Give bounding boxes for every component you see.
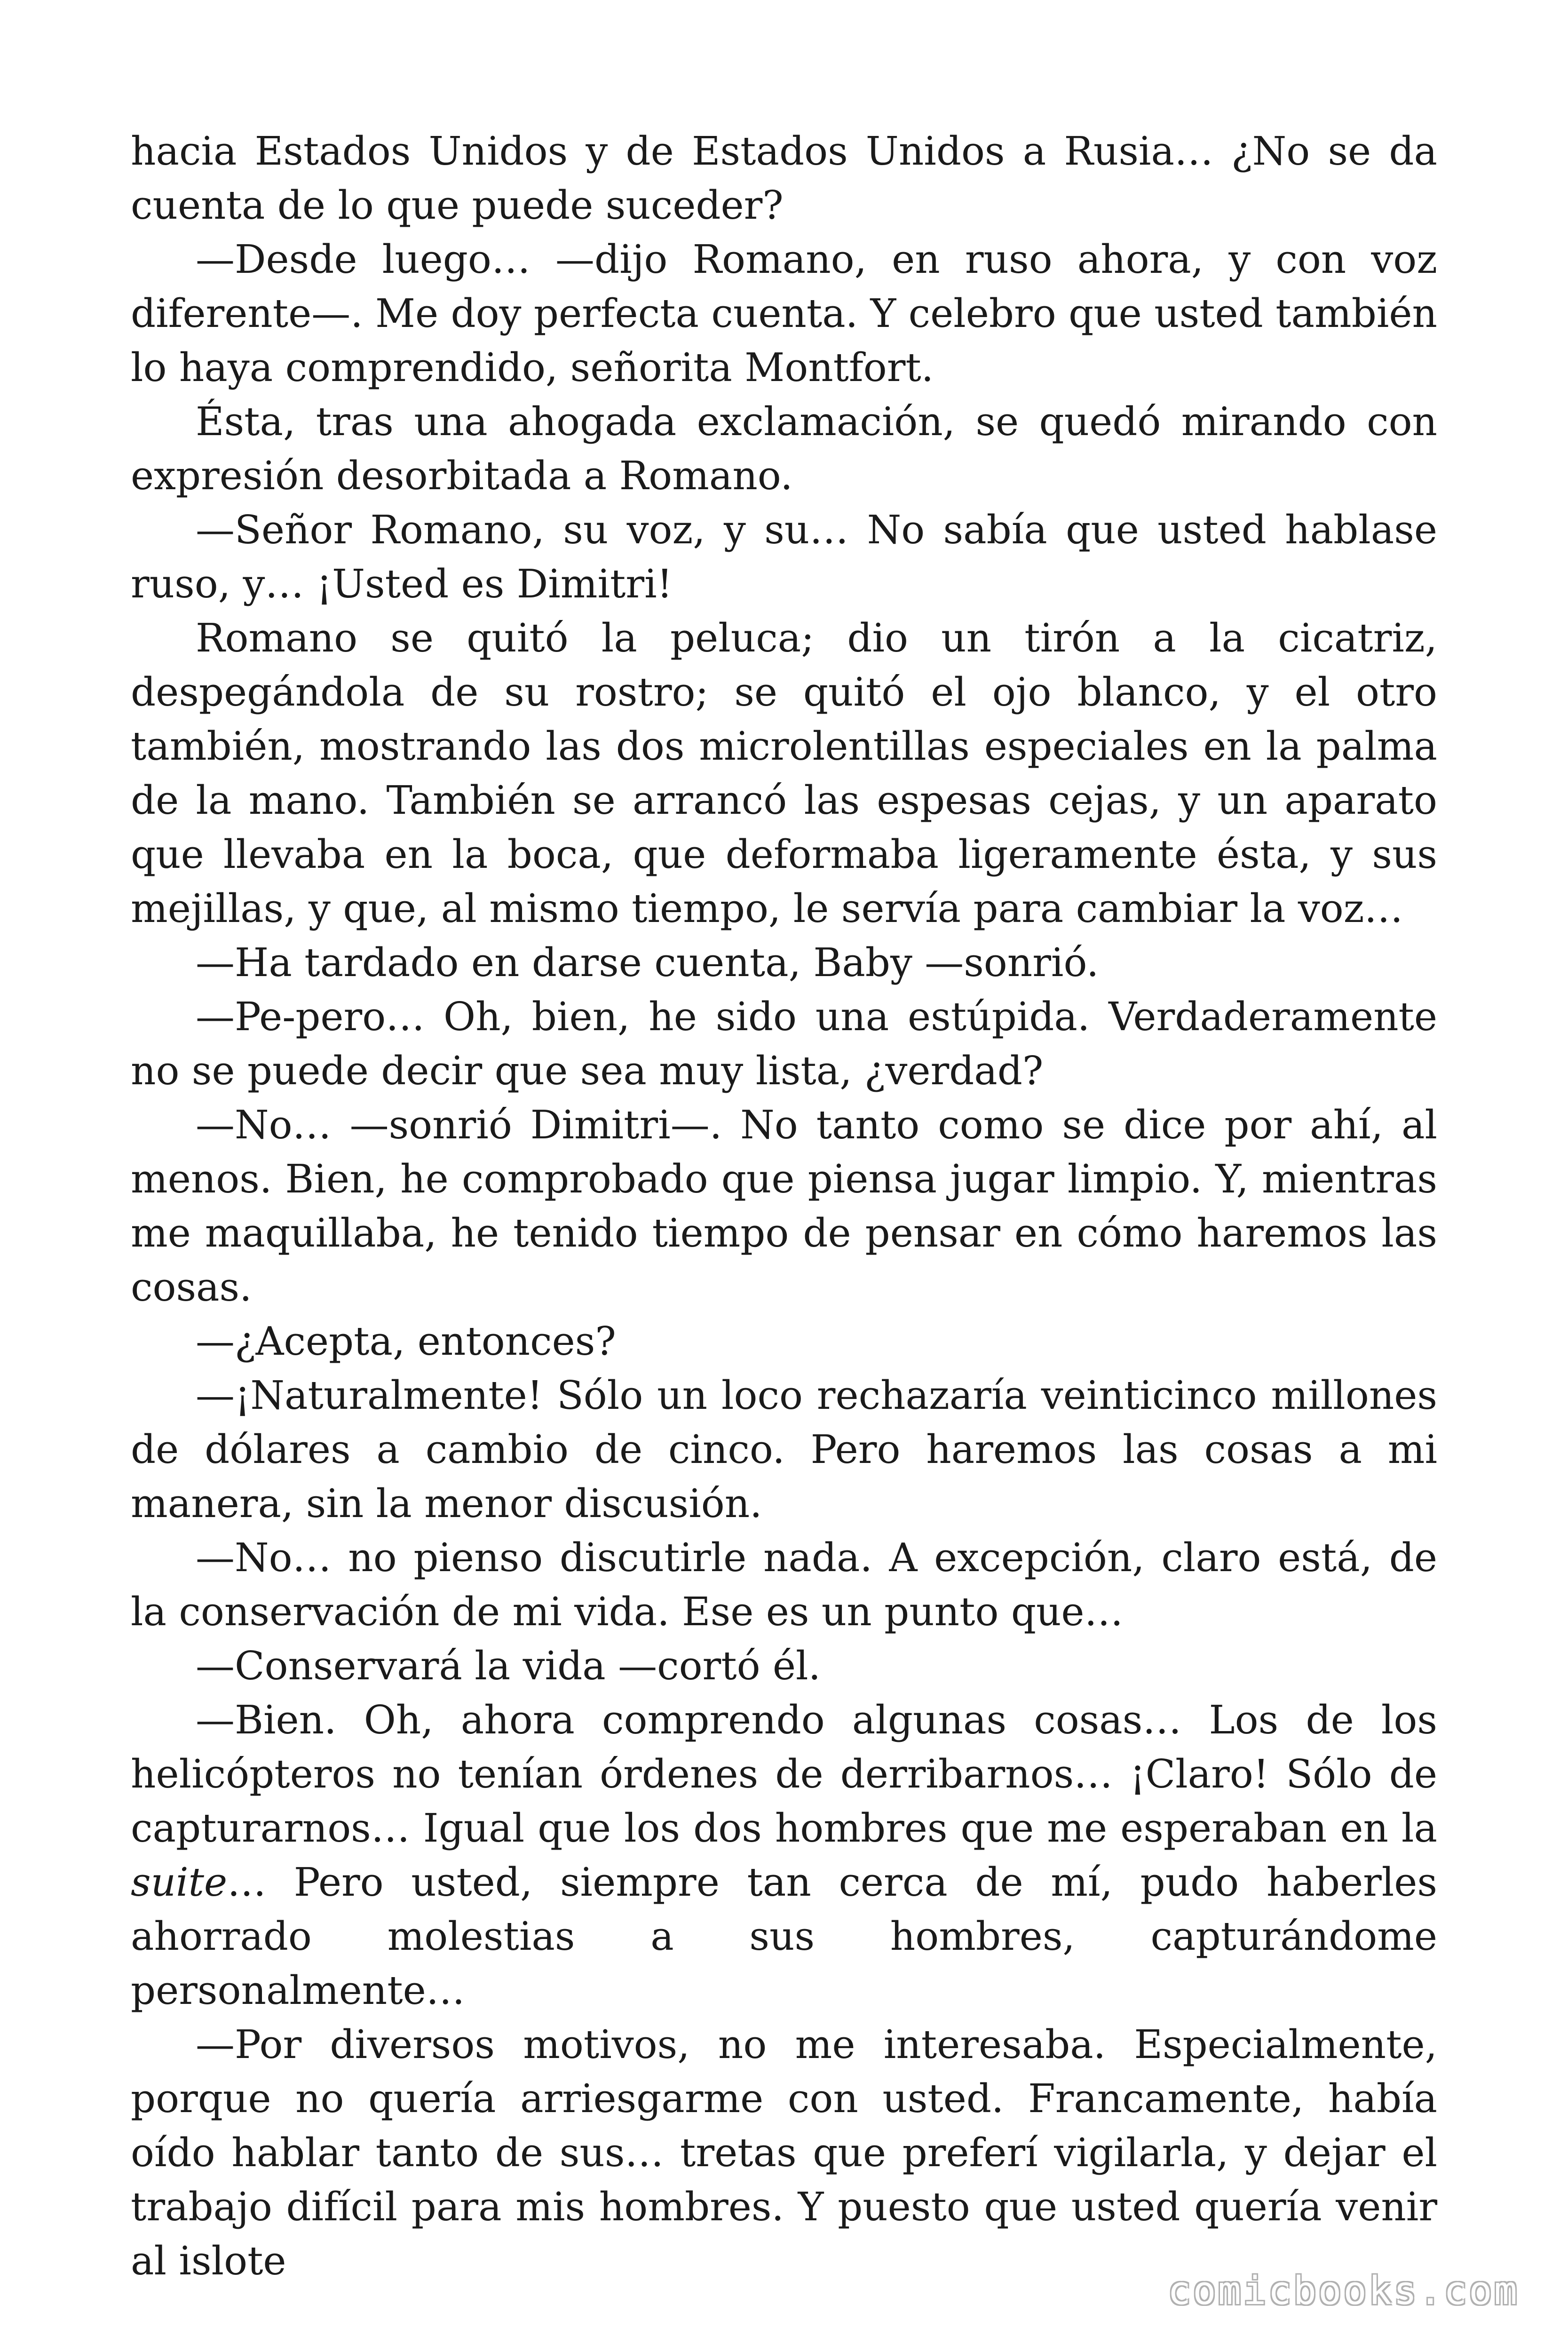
paragraph-text: —Bien. Oh, ahora comprendo algunas cosas… Los de los helicópteros no tenían órdenes de derribarnos… ¡Claro! Sólo de capturarnos… Igual que los dos hombres que me esperaban en la [131,1697,1437,1851]
paragraph-text: —Pe-pero… Oh, bien, he sido una estúpida. Verdaderamente no se puede decir que sea muy lista, ¿verdad? [131,994,1437,1094]
paragraph-text: —Por diversos motivos, no me interesaba. Especialmente, porque no quería arriesgarme con usted. Francamente, había oído hablar tanto de sus… tretas que preferí vigilarla, y dejar el trabajo difícil para mis hombres. Y puesto que usted quería venir al islote [131,2022,1437,2284]
paragraph [131,503,1437,611]
paragraph [131,1531,1437,1639]
paragraph-text: Ésta, tras una ahogada exclamación, se quedó mirando con expresión desorbitada a Romano. [131,399,1437,499]
paragraph [131,1639,1437,1693]
paragraph-text: —Ha tardado en darse cuenta, Baby —sonrió. [196,940,1099,985]
paragraph [131,936,1437,990]
paragraph-text: Romano se quitó la peluca; dio un tirón a la cicatriz, despegándola de su rostro; se quitó el ojo blanco, y el otro también, mostrando las dos microlentillas especiales en la palma de la mano. También se arrancó las espesas cejas, y un aparato que llevaba en la boca, que deformaba ligeramente ésta, y sus mejillas, y que, al mismo tiempo, le servía para cambiar la voz… [131,615,1437,931]
watermark-logo: comicbooks.com [1167,2269,1519,2313]
paragraph [131,1314,1437,1368]
paragraph [131,1098,1437,1314]
page-body-text [131,124,1437,2288]
paragraph-text: hacia Estados Unidos y de Estados Unidos a Rusia… ¿No se da cuenta de lo que puede suceder? [131,128,1437,228]
paragraph-text: —No… —sonrió Dimitri—. No tanto como se dice por ahí, al menos. Bien, he comprobado que piensa jugar limpio. Y, mientras me maquillaba, he tenido tiempo de pensar en cómo haremos las cosas. [131,1102,1437,1310]
paragraph [131,232,1437,395]
paragraph [131,1368,1437,1531]
paragraph-text: —Desde luego… —dijo Romano, en ruso ahora, y con voz diferente—. Me doy perfecta cuenta. Y celebro que usted también lo haya comprendido, señorita Montfort. [131,237,1437,390]
paragraph-text: —¿Acepta, entonces? [196,1319,616,1364]
paragraph-text: —¡Naturalmente! Sólo un loco rechazaría veinticinco millones de dólares a cambio de cinco. Pero haremos las cosas a mi manera, sin la menor discusión. [131,1373,1437,1526]
paragraph-text: … Pero usted, siempre tan cerca de mí, pudo haberles ahorrado molestias a sus hombres, capturándome personalmente… [131,1859,1437,2013]
paragraph [131,990,1437,1098]
paragraph-text: —Señor Romano, su voz, y su… No sabía que usted hablase ruso, y… ¡Usted es Dimitri! [131,507,1437,607]
paragraph [131,2018,1437,2288]
italic-text: suite [131,1859,228,1905]
paragraph [131,611,1437,936]
paragraph-text: —No… no pienso discutirle nada. A excepción, claro está, de la conservación de mi vida. Ese es un punto que… [131,1535,1437,1635]
paragraph-text: —Conservará la vida —cortó él. [196,1643,821,1689]
paragraph [131,395,1437,503]
paragraph [131,124,1437,232]
paragraph [131,1693,1437,2018]
